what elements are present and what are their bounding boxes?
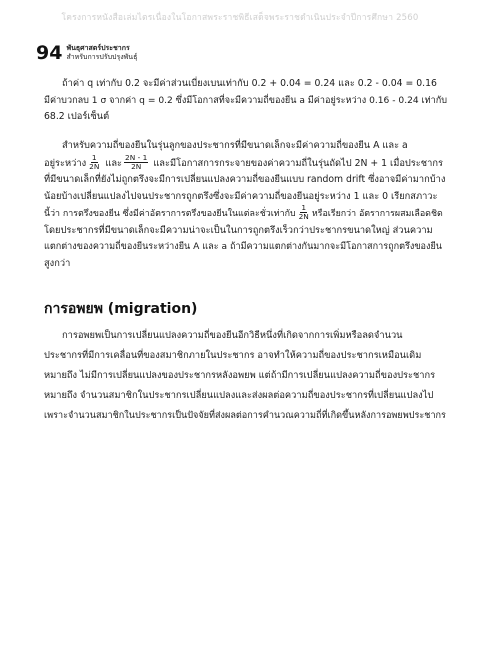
top-banner: โครงการหนังสือเล่มไตรเนื่องในโอกาสพระราชพิธีเสด็จพระราชดำเนินประจำปีการศึกษา 2560 bbox=[61, 13, 419, 23]
section-heading-migration: การอพยพ (migration) bbox=[44, 301, 198, 317]
book-title bbox=[66, 44, 137, 62]
paragraph-line: มีค่าบวกลบ 1 σ จากค่า q = 0.2 ซึ่งมีโอกาสที่จะมีความถี่ของยีน a มีค่าอยู่ระหว่าง 0.16 - 0.24 เท่ากับ bbox=[44, 95, 448, 106]
text-run: และมีโอกาสการกระจายของค่าความถี่ในรุ่นถัดไป 2N + 1 เมื่อประชากร bbox=[153, 157, 443, 169]
fraction-2n-minus-1-over-2n bbox=[124, 154, 148, 171]
paragraph-line: เพราะจำนวนสมาชิกในประชากรเป็นปัจจัยที่ส่งผลต่อการคำนวณความถี่ที่เกิดขึ้นหลังการอพยพประชากร bbox=[44, 411, 446, 421]
paragraph-line: สำหรับความถี่ของยีนในรุ่นลูกของประชากรที่มีขนาดเล็กจะมีค่าความถี่ของยีน A และ a bbox=[62, 140, 408, 151]
book-title-line2: สำหรับการปรับปรุงพันธุ์ bbox=[66, 53, 138, 61]
paragraph-genetic-drift bbox=[44, 138, 448, 272]
paragraph-line: โดยประชากรที่มีขนาดเล็กจะมีความน่าจะเป็นในการถูกตรึงเร็วกว่าประชากรขนาดใหญ่ ส่วนความ bbox=[44, 224, 433, 236]
text-run: และ bbox=[105, 157, 123, 169]
text-run: หรือเรียกว่า อัตราการผสมเลือดชิด bbox=[311, 209, 443, 219]
fraction-denominator: 2N bbox=[298, 212, 309, 221]
paragraph-line: สูงกว่า bbox=[44, 257, 71, 269]
text-run: อยู่ระหว่าง bbox=[44, 157, 87, 169]
paragraph-line: การอพยพเป็นการเปลี่ยนแปลงความถี่ของยีนอีกวิธีหนึ่งที่เกิดจากการเพิ่มหรือลดจำนวน bbox=[62, 330, 403, 341]
book-title-line1: พันธุศาสตร์ประชากร bbox=[66, 44, 130, 52]
paragraph-line: น้อยบ้างเปลี่ยนแปลงไปจนประชากรถูกตรึงซึ่งจะมีค่าความถี่ของยีนอยู่ระหว่าง 1 และ 0 เรียกสภาวะ bbox=[44, 190, 438, 202]
paragraph-migration bbox=[44, 326, 448, 426]
text-run: นี้ว่า การตรึงของยีน ซึ่งมีค่าอัตราการตรึงของยีนในแต่ละชั่วเท่ากับ bbox=[44, 209, 296, 219]
paragraph-line: ที่มีขนาดเล็กที่ยังไม่ถูกตรึงจะมีการเปลี่ยนแปลงความถี่ของยีนแบบ random drift ซึ่งอาจมีค่ามากบ้าง bbox=[44, 174, 446, 185]
paragraph-line: 68.2 เปอร์เซ็นต์ bbox=[44, 111, 110, 122]
paragraph-line-with-fraction bbox=[44, 205, 448, 223]
paragraph-line: แตกต่างของความถี่ของยีนระหว่างยีน A และ a ถ้ามีความแตกต่างกันมากจะมีโอกาสการถูกตรึงของยีน bbox=[44, 242, 443, 252]
fraction-denominator: 2N bbox=[89, 161, 100, 171]
paragraph-line: ถ้าค่า q เท่ากับ 0.2 จะมีค่าส่วนเบี่ยงเบนเท่ากับ 0.2 + 0.04 = 0.24 และ 0.2 - 0.04 = 0.16 bbox=[62, 78, 437, 89]
fraction-numerator: 2N - 1 bbox=[125, 152, 148, 162]
fraction-numerator: 1 bbox=[91, 152, 97, 162]
paragraph-line: ประชากรที่มีการเคลื่อนที่ของสมาชิกภายในประชากร อาจทำให้ความถี่ของประชากรเหมือนเดิม bbox=[44, 350, 422, 361]
page-number: 94 bbox=[36, 42, 63, 64]
fraction-numerator: 1 bbox=[301, 203, 307, 212]
paragraph-line-with-fractions bbox=[44, 152, 448, 173]
paragraph-q-deviation bbox=[44, 76, 448, 126]
paragraph-line: หมายถึง จำนวนสมาชิกในประชากรเปลี่ยนแปลงและส่งผลต่อความถี่ของประชากรที่เปลี่ยนแปลงไป bbox=[44, 390, 434, 401]
running-header bbox=[36, 44, 137, 63]
paragraph-line: หมายถึง ไม่มีการเปลี่ยนแปลงของประชากรหลังอพยพ แต่ถ้ามีการเปลี่ยนแปลงความถี่ของประชากร bbox=[44, 370, 436, 381]
fraction-denominator: 2N bbox=[131, 161, 142, 171]
fraction-1-over-2n bbox=[88, 154, 100, 171]
fraction-1-over-2n bbox=[298, 204, 310, 221]
